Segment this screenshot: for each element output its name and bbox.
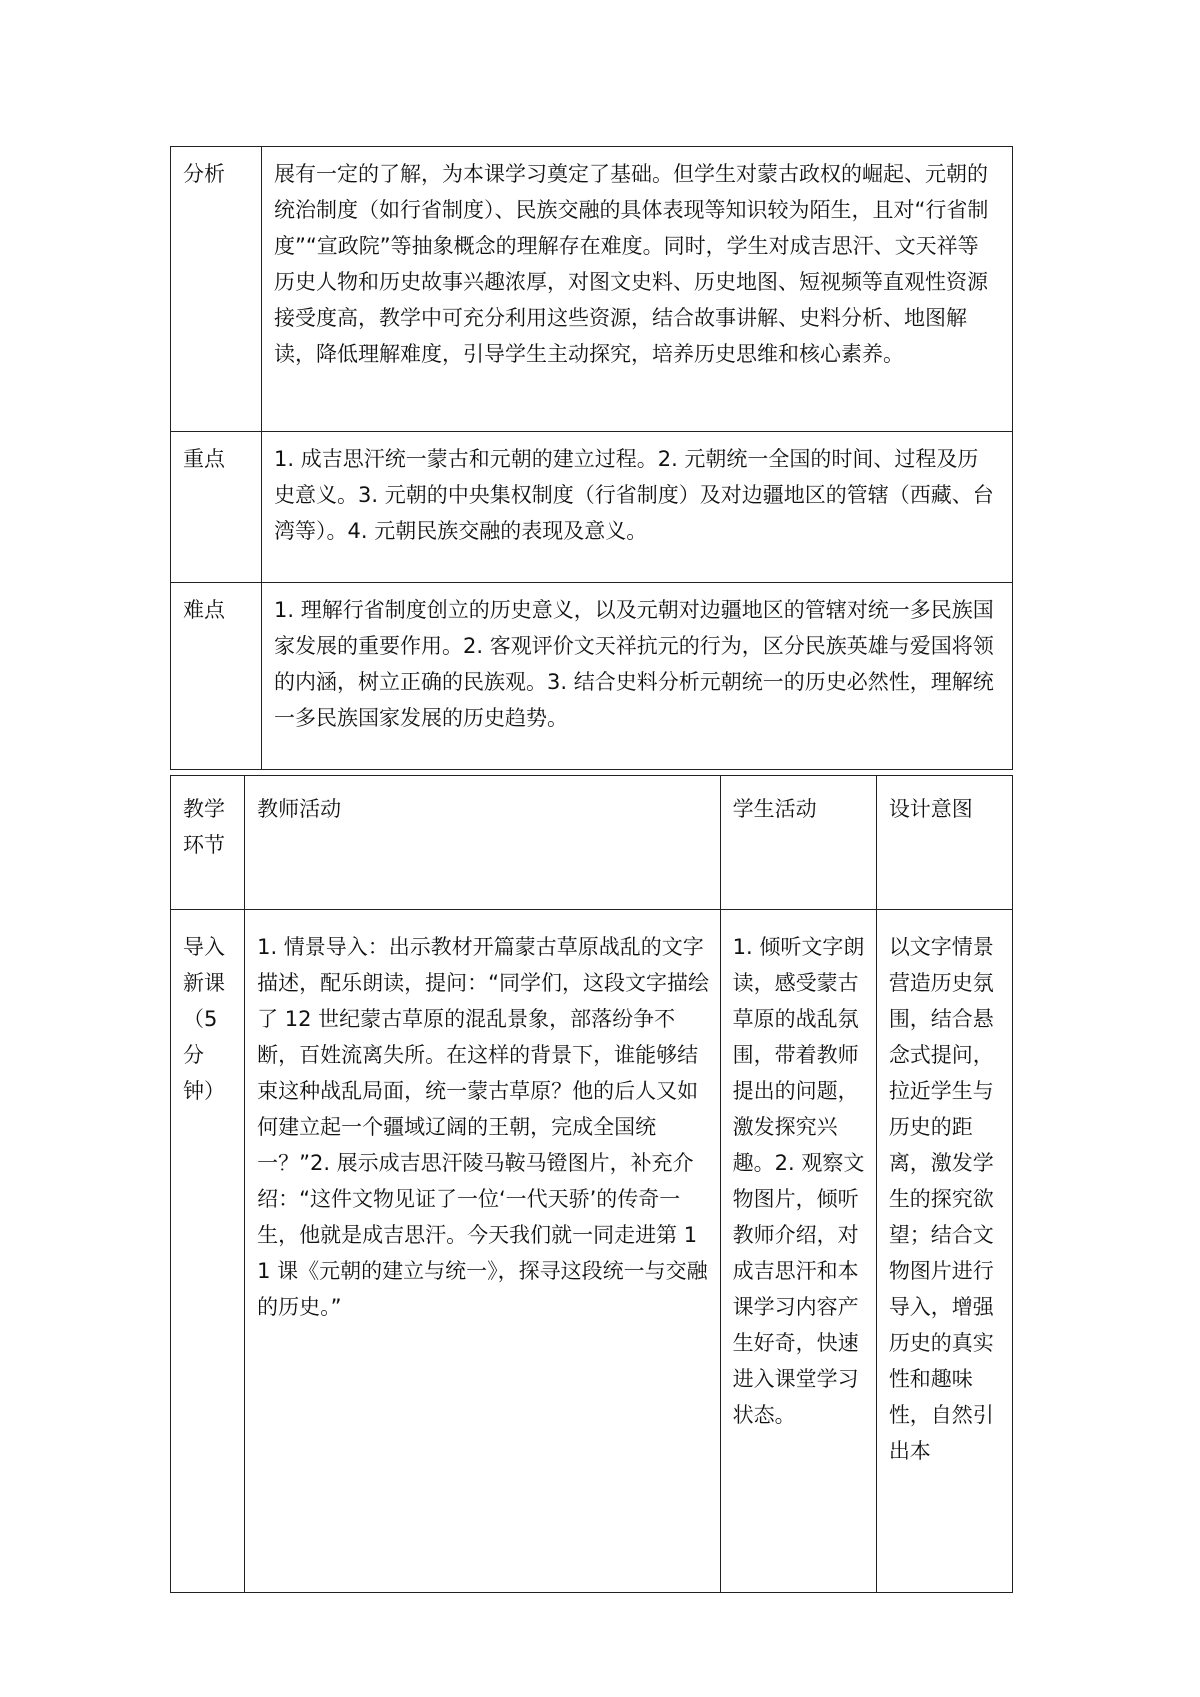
table-row [171, 910, 1013, 1593]
student-activity-cell: 1. 倾听文字朗读，感受蒙古草原的战乱氛围，带着教师提出的问题，激发探究兴趣。2. 观察文物图片，倾听教师介绍，对成吉思汗和本课学习内容产生好奇，快速进入课堂学习状态。 [720, 910, 876, 1593]
key-points-content: 1. 成吉思汗统一蒙古和元朝的建立过程。2. 元朝统一全国的时间、过程及历史意义。3. 元朝的中央集权制度（行省制度）及对边疆地区的管辖（西藏、台湾等）。4. 元朝民族交融的表现及意义。 [262, 432, 1013, 583]
design-intent-cell: 以文字情景营造历史氛围，结合悬念式提问，拉近学生与历史的距离，激发学生的探究欲望；结合文物图片进行导入，增强历史的真实性和趣味性，自然引出本 [876, 910, 1012, 1593]
difficulties-label: 难点 [171, 583, 262, 770]
header-design-intent: 设计意图 [876, 776, 1012, 910]
key-points-label: 重点 [171, 432, 262, 583]
header-teacher-activity: 教师活动 [245, 776, 721, 910]
analysis-label: 分析 [171, 147, 262, 432]
key-points-row [171, 432, 1013, 583]
header-student-activity: 学生活动 [720, 776, 876, 910]
teacher-activity-cell: 1. 情景导入：出示教材开篇蒙古草原战乱的文字描述，配乐朗读，提问：“同学们，这段文字描绘了 12 世纪蒙古草原的混乱景象，部落纷争不断，百姓流离失所。在这样的背景下，谁能够结束这种战乱局面，统一蒙古草原？他的后人又如何建立起一个疆域辽阔的王朝，完成全国统一？”2. 展示成吉思汗陵马鞍马镫图片，补充介绍：“这件文物见证了一位‘一代天骄’的传奇一生，他就是成吉思汗。今天我们就一同走进第 11 课《元朝的建立与统一》，探寻这段统一与交融的历史。” [245, 910, 721, 1593]
teaching-process-table [170, 775, 1013, 1593]
learning-analysis-table [170, 146, 1013, 770]
header-stage: 教学 环节 [171, 776, 245, 910]
difficulties-row [171, 583, 1013, 770]
analysis-content: 展有一定的了解，为本课学习奠定了基础。但学生对蒙古政权的崛起、元朝的统治制度（如行省制度）、民族交融的具体表现等知识较为陌生，且对“行省制度”“宣政院”等抽象概念的理解存在难度。同时，学生对成吉思汗、文天祥等历史人物和历史故事兴趣浓厚，对图文史料、历史地图、短视频等直观性资源接受度高，教学中可充分利用这些资源，结合故事讲解、史料分析、地图解读，降低理解难度，引导学生主动探究，培养历史思维和核心素养。 [262, 147, 1013, 432]
table-header-row [171, 776, 1013, 910]
difficulties-content: 1. 理解行省制度创立的历史意义，以及元朝对边疆地区的管辖对统一多民族国家发展的重要作用。2. 客观评价文天祥抗元的行为，区分民族英雄与爱国将领的内涵，树立正确的民族观。3. 结合史料分析元朝统一的历史必然性，理解统一多民族国家发展的历史趋势。 [262, 583, 1013, 770]
analysis-row [171, 147, 1013, 432]
stage-cell: 导入 新课 （5 分 钟） [171, 910, 245, 1593]
